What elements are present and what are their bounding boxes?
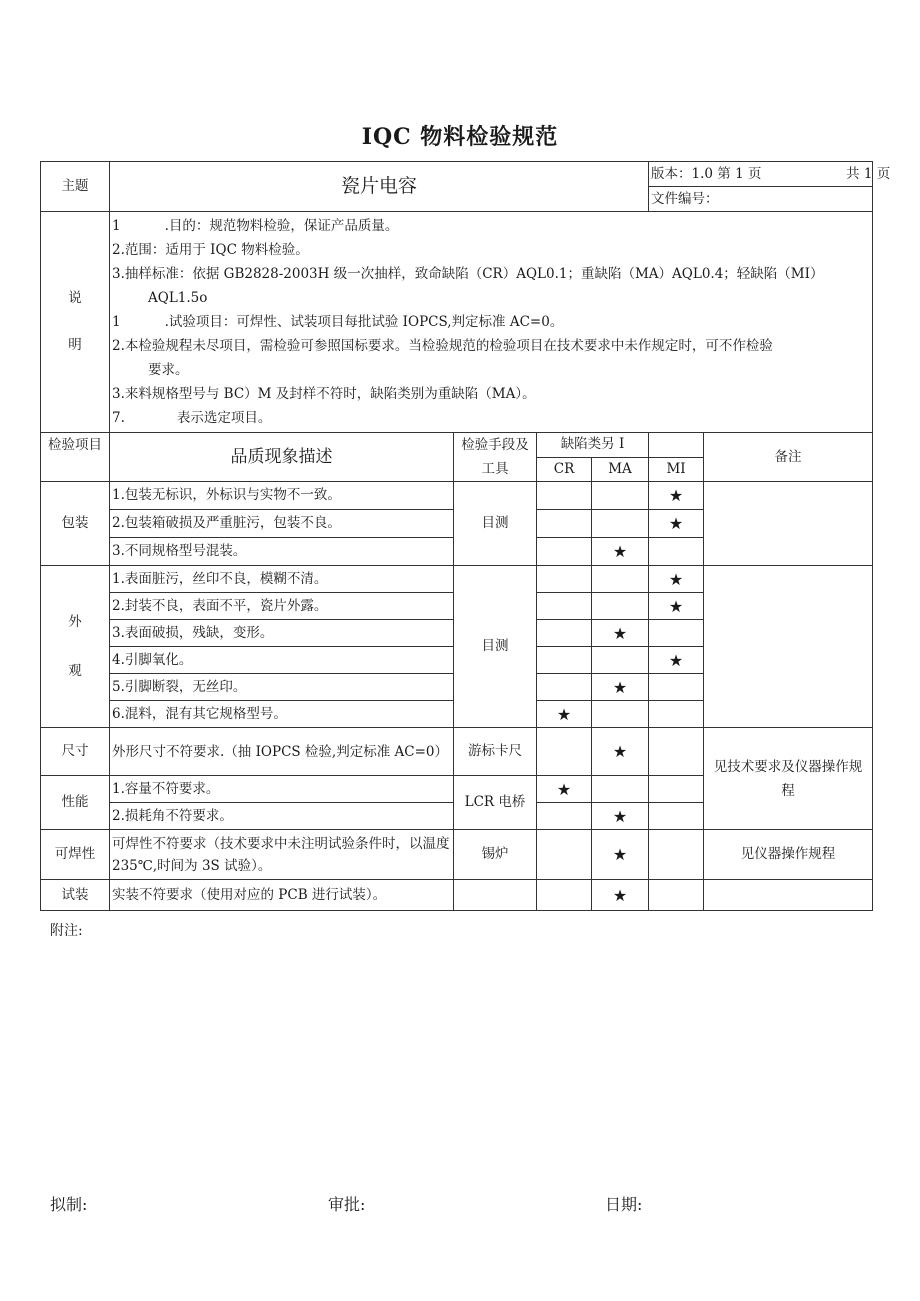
defect-desc: 2.封装不良，表面不平，瓷片外露。 [110, 593, 454, 620]
cr-cell [537, 510, 592, 538]
table-row [41, 728, 873, 776]
section-dimension: 尺寸 [41, 728, 110, 776]
defect-desc: 1.容量不符要求。 [110, 776, 454, 803]
desc-line-scope: 2.范围：适用于 IQC 物料检验。 [112, 242, 309, 258]
defect-desc: 3.表面破损，残缺，变形。 [110, 620, 454, 647]
remark-trial [704, 880, 873, 911]
mi-cell [649, 728, 704, 776]
desc-line-sampling: 3.抽样标准：依据 GB2828-2003H 级一次抽样，致命缺陷（CR）AQL0.1；重缺陷（MA）AQL0.4；轻缺陷（MI） [112, 266, 824, 282]
mi-star: ★ [649, 566, 704, 593]
description-content [110, 212, 873, 433]
note-label: 附注: [50, 923, 83, 939]
mi-cell [649, 880, 704, 911]
section-performance: 性能 [41, 776, 110, 830]
inspection-spec-table [40, 161, 891, 911]
method-performance: LCR 电桥 [454, 776, 537, 830]
cr-cell [537, 620, 592, 647]
doc-number-label: 文件编号： [649, 187, 873, 212]
mi-cell [649, 803, 704, 830]
ma-star: ★ [592, 674, 649, 701]
cr-cell [537, 880, 592, 911]
mi-star: ★ [649, 593, 704, 620]
cr-cell [537, 647, 592, 674]
cr-cell [537, 482, 592, 510]
signature-reviewed: 审批: [328, 1195, 366, 1214]
description-label: 说 明 [41, 212, 110, 433]
mi-star: ★ [649, 482, 704, 510]
desc-line-sampling-cont: AQL1.5o [148, 290, 208, 306]
document-title: IQC 物料检验规范 [361, 124, 559, 150]
remark-appearance [704, 566, 873, 728]
ma-cell [592, 776, 649, 803]
ma-cell [592, 701, 649, 728]
signature-drafted: 拟制: [50, 1195, 88, 1214]
section-appearance: 外 观 [41, 566, 110, 728]
cr-cell [537, 538, 592, 566]
mi-cell [649, 620, 704, 647]
mi-cell [649, 538, 704, 566]
defect-desc: 外形尺寸不符要求.（抽 IOPCS 检验,判定标准 AC=0） [110, 728, 454, 776]
table-row [41, 880, 873, 911]
defect-desc: 6.混料，混有其它规格型号。 [110, 701, 454, 728]
cr-cell [537, 593, 592, 620]
table-row [41, 566, 873, 593]
defect-desc: 可焊性不符要求（技术要求中未注明试验条件时，以温度 235℃,时间为 3S 试验）。 [110, 830, 454, 880]
defect-desc: 2.包装箱破损及严重脏污，包装不良。 [110, 510, 454, 538]
col-header-remark: 备注 [704, 433, 873, 482]
cr-cell [537, 803, 592, 830]
ma-cell [592, 647, 649, 674]
section-packaging: 包装 [41, 482, 110, 566]
cr-star: ★ [537, 701, 592, 728]
col-header-mi: MI [649, 457, 704, 482]
cr-cell [537, 728, 592, 776]
ma-cell [592, 482, 649, 510]
method-appearance: 目测 [454, 566, 537, 728]
defect-desc: 实装不符要求（使用对应的 PCB 进行试装）。 [110, 880, 454, 911]
method-solderability: 锡炉 [454, 830, 537, 880]
defect-desc: 3.不同规格型号混装。 [110, 538, 454, 566]
ma-star: ★ [592, 728, 649, 776]
table-row [41, 482, 873, 510]
ma-cell [592, 566, 649, 593]
remark-packaging [704, 482, 873, 566]
version-info [649, 162, 891, 187]
ma-star: ★ [592, 803, 649, 830]
desc-line-test-items: 1 .试验项目：可焊性、试装项目每批试验 IOPCS,判定标准 AC=0。 [112, 314, 564, 330]
defect-desc: 1.表面脏污，丝印不良，模糊不清。 [110, 566, 454, 593]
desc-line-mismatch: 3.来料规格型号与 BC）M 及封样不符时，缺陷类别为重缺陷（MA）。 [112, 386, 536, 402]
mi-star: ★ [649, 510, 704, 538]
signature-date: 日期: [605, 1195, 643, 1214]
method-trial [454, 880, 537, 911]
ma-star: ★ [592, 538, 649, 566]
subject-value: 瓷片电容 [110, 162, 649, 212]
col-header-cr: CR [537, 457, 592, 482]
ma-cell [592, 510, 649, 538]
desc-line-standard: 2.本检验规程未尽项目，需检验可参照国标要求。当检验规范的检验项目在技术要求中未作规定时，可不作检验 [112, 338, 773, 354]
subject-label: 主题 [41, 162, 110, 212]
mi-cell [649, 776, 704, 803]
col-header-method: 检验手段及 工具 [454, 433, 537, 482]
version-text: 版本：1.0 第 1 页 [651, 165, 762, 182]
method-dimension: 游标卡尺 [454, 728, 537, 776]
defect-desc: 1.包装无标识，外标识与实物不一致。 [110, 482, 454, 510]
section-solderability: 可焊性 [41, 830, 110, 880]
total-pages: 共 1 页 [846, 165, 891, 182]
cr-cell [537, 674, 592, 701]
defect-desc: 4.引脚氧化。 [110, 647, 454, 674]
col-header-blank [649, 433, 704, 458]
table-row [41, 830, 873, 880]
desc-line-legend: 7. 表示选定项目。 [112, 410, 272, 426]
col-header-ma: MA [592, 457, 649, 482]
ma-star: ★ [592, 620, 649, 647]
defect-desc: 2.损耗角不符要求。 [110, 803, 454, 830]
method-packaging: 目测 [454, 482, 537, 566]
mi-cell [649, 701, 704, 728]
col-header-desc: 品质现象描述 [110, 433, 454, 482]
desc-line-purpose: 1 .目的：规范物料检验，保证产品质量。 [112, 218, 399, 234]
ma-star: ★ [592, 880, 649, 911]
mi-star: ★ [649, 647, 704, 674]
cr-cell [537, 566, 592, 593]
remark-dimension-performance: 见技术要求及仪器操作规程 [704, 728, 873, 830]
ma-cell [592, 593, 649, 620]
cr-star: ★ [537, 776, 592, 803]
mi-cell [649, 674, 704, 701]
ma-star: ★ [592, 830, 649, 880]
mi-cell [649, 830, 704, 880]
cr-cell [537, 830, 592, 880]
defect-desc: 5.引脚断裂，无丝印。 [110, 674, 454, 701]
col-header-item: 检验项目 [41, 433, 110, 482]
remark-solderability: 见仪器操作规程 [704, 830, 873, 880]
col-header-defect-class: 缺陷类另 I [537, 433, 649, 458]
section-trial: 试装 [41, 880, 110, 911]
desc-line-standard-cont: 要求。 [148, 362, 189, 378]
